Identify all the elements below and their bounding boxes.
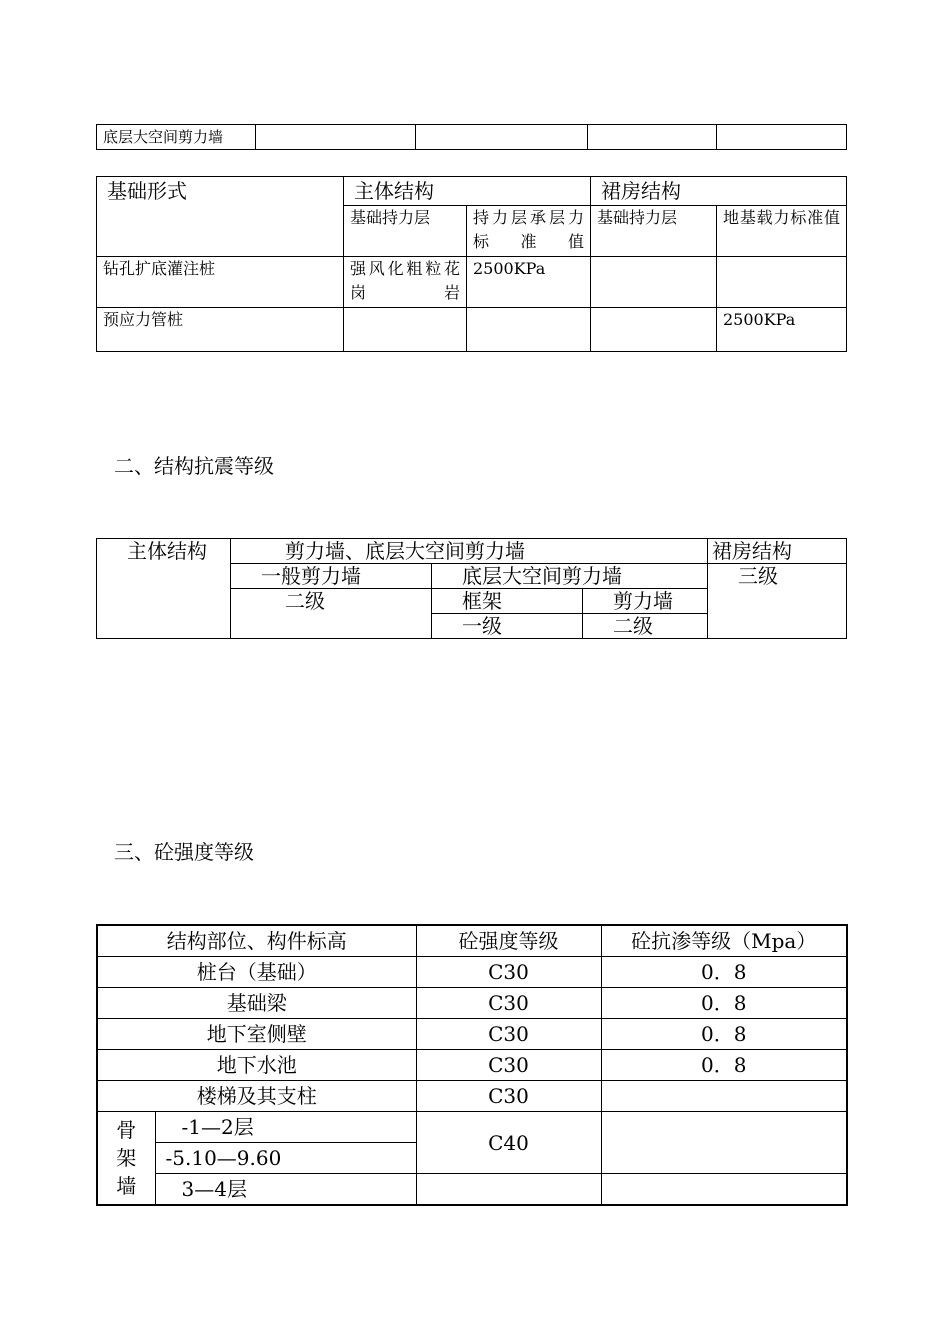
- shear-cell: 剪力墙: [583, 589, 708, 614]
- header-main-capacity: 持力层承层力标准值: [467, 206, 591, 257]
- top-table-fragment: [96, 124, 847, 150]
- table-row: [97, 1081, 847, 1112]
- table-row: [97, 308, 847, 352]
- sub-level-cell: 3—4层: [155, 1174, 416, 1206]
- podium-capacity-cell: 2500KPa: [717, 308, 847, 352]
- seepage-cell: 0．8: [601, 988, 847, 1019]
- bottom-shear-wall-cell: 底层大空间剪力墙: [432, 564, 708, 589]
- header-podium-structure: 裙房结构: [591, 177, 847, 206]
- frame-wall-label: 骨架墙: [116, 1118, 137, 1198]
- table-row: [97, 1112, 847, 1143]
- header-podium-bearing-layer: 基础持力层: [591, 206, 717, 257]
- table-row: [97, 925, 847, 957]
- header-foundation-type: 基础形式: [97, 177, 344, 257]
- strength-cell: C30: [416, 1081, 601, 1112]
- part-cell: 地下室侧壁: [97, 1019, 416, 1050]
- table-row: [97, 988, 847, 1019]
- foundation-type-cell: 预应力管桩: [97, 308, 344, 352]
- table-row: [97, 539, 847, 564]
- header-podium-capacity: 地基载力标准值: [717, 206, 847, 257]
- table-row: [97, 125, 847, 150]
- seepage-cell: 0．8: [601, 1019, 847, 1050]
- part-cell: 基础梁: [97, 988, 416, 1019]
- table-row: [97, 1050, 847, 1081]
- podium-grade-cell: 三级: [708, 564, 847, 639]
- podium-layer-cell: [591, 257, 717, 308]
- strength-cell: C30: [416, 957, 601, 988]
- main-structure-cell: 主体结构: [97, 539, 231, 639]
- podium-layer-cell: [591, 308, 717, 352]
- seismic-grade-table: [96, 538, 847, 639]
- section-heading-concrete: 三、砼强度等级: [114, 840, 254, 864]
- header-seepage: 砼抗渗等级（Mpa）: [601, 925, 847, 957]
- frame-strength-cell: C40: [416, 1112, 601, 1174]
- shear-wall-group-cell: 剪力墙、底层大空间剪力墙: [231, 539, 708, 564]
- header-part: 结构部位、构件标高: [97, 925, 416, 957]
- general-grade-cell: 二级: [231, 589, 432, 639]
- frame-grade-cell: 一级: [432, 614, 583, 639]
- table-row: [97, 957, 847, 988]
- part-cell: 楼梯及其支柱: [97, 1081, 416, 1112]
- main-capacity-cell: [467, 308, 591, 352]
- frame-cell: 框架: [432, 589, 583, 614]
- header-strength: 砼强度等级: [416, 925, 601, 957]
- podium-capacity-cell: [717, 257, 847, 308]
- podium-structure-cell: 裙房结构: [708, 539, 847, 564]
- shear-grade-cell: 二级: [583, 614, 708, 639]
- general-shear-wall-cell: 一般剪力墙: [231, 564, 432, 589]
- part-cell: 桩台（基础）: [97, 957, 416, 988]
- seepage-cell: 0．8: [601, 957, 847, 988]
- header-main-structure: 主体结构: [344, 177, 591, 206]
- strength-cell: C30: [416, 988, 601, 1019]
- seepage-cell: 0．8: [601, 1050, 847, 1081]
- frame-wall-cell: [97, 1112, 155, 1206]
- main-layer-cell: [344, 308, 467, 352]
- table-row: [97, 177, 847, 206]
- main-layer-cell: 强风化粗粒花岗岩: [344, 257, 467, 308]
- table-row: [97, 1174, 847, 1206]
- foundation-type-cell: 钻孔扩底灌注桩: [97, 257, 344, 308]
- header-main-bearing-layer: 基础持力层: [344, 206, 467, 257]
- foundation-table: [96, 176, 847, 352]
- section-heading-seismic: 二、结构抗震等级: [114, 454, 274, 478]
- main-capacity-cell: 2500KPa: [467, 257, 591, 308]
- table-row: [97, 1019, 847, 1050]
- part-cell: 地下水池: [97, 1050, 416, 1081]
- strength-cell: C30: [416, 1050, 601, 1081]
- table-row: [97, 257, 847, 308]
- sub-level-cell: -5.10—9.60: [155, 1143, 416, 1174]
- sub-level-cell: -1—2层: [155, 1112, 416, 1143]
- concrete-strength-table: [96, 924, 848, 1206]
- seepage-cell: [601, 1081, 847, 1112]
- strength-cell: C30: [416, 1019, 601, 1050]
- row-label: 底层大空间剪力墙: [97, 125, 256, 150]
